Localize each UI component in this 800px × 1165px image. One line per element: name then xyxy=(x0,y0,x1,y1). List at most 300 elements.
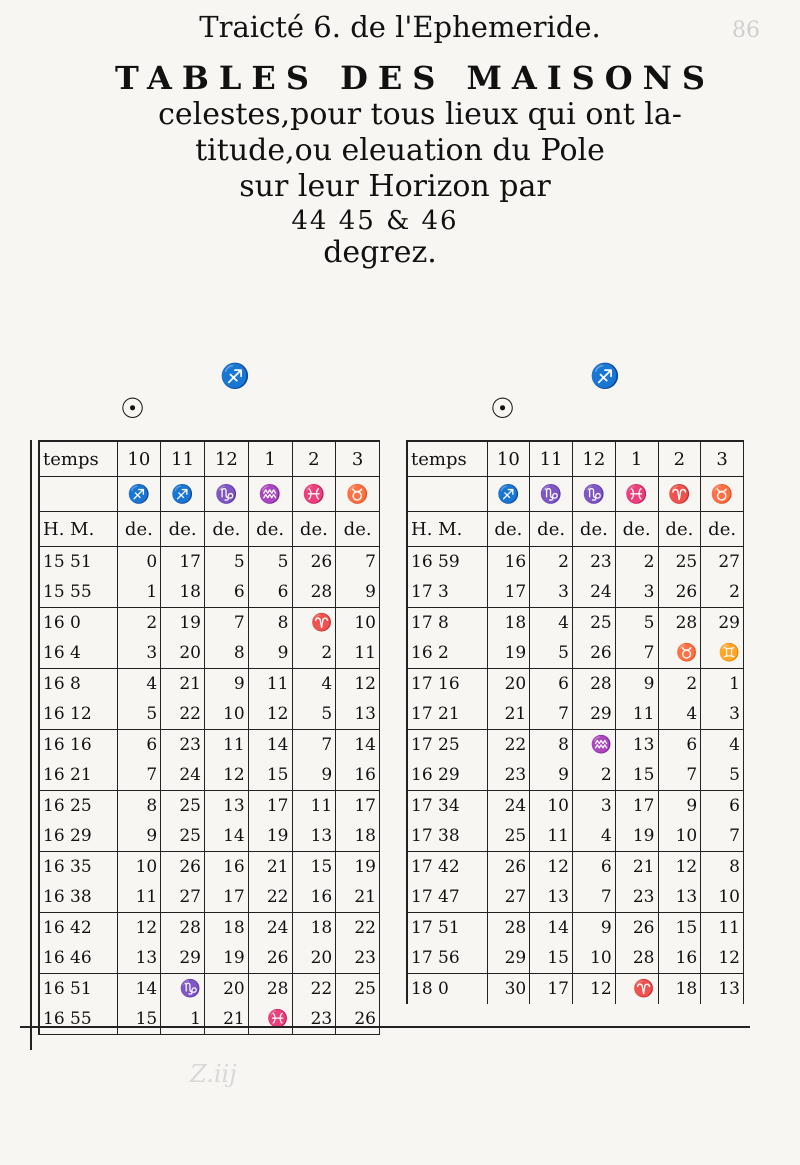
header-cell: de. xyxy=(292,512,336,547)
table-row xyxy=(39,943,380,974)
header-cell: temps xyxy=(39,441,117,477)
header-cell: 2 xyxy=(658,441,701,477)
degree-cell: 13 xyxy=(530,882,573,913)
degree-cell: 14 xyxy=(530,913,573,944)
degree-cell: 6 xyxy=(205,577,249,608)
degree-cell: 13 xyxy=(615,730,658,761)
degree-cell: 7 xyxy=(658,760,701,791)
degree-cell: 12 xyxy=(117,913,161,944)
degree-cell: 28 xyxy=(658,608,701,639)
header-cell: 11 xyxy=(161,441,205,477)
degree-cell: 4 xyxy=(530,608,573,639)
degree-cell: 12 xyxy=(205,760,249,791)
time-cell: 17 16 xyxy=(407,669,487,700)
degree-cell: 22 xyxy=(487,730,530,761)
degree-cell: 21 xyxy=(487,699,530,730)
degree-cell: 16 xyxy=(658,943,701,974)
degree-cell: 17 xyxy=(161,547,205,578)
table-row xyxy=(39,913,380,944)
header-cell: de. xyxy=(701,512,744,547)
time-cell: 17 42 xyxy=(407,852,487,883)
degree-cell: 9 xyxy=(292,760,336,791)
degree-cell: 4 xyxy=(292,669,336,700)
degree-cell: 9 xyxy=(248,638,292,669)
page-title: TABLES DES MAISONS xyxy=(114,59,716,97)
header-cell: 1 xyxy=(615,441,658,477)
header-cell: ♉ xyxy=(701,477,744,512)
table-row xyxy=(407,699,744,730)
degree-cell: 10 xyxy=(117,852,161,883)
degree-cell: 9 xyxy=(530,760,573,791)
degree-cell: 10 xyxy=(573,943,616,974)
header-cell: ♉ xyxy=(336,477,380,512)
degree-cell: 7 xyxy=(205,608,249,639)
running-head: Traicté 6. de l'Ephemeride. xyxy=(199,10,601,44)
degree-cell: 9 xyxy=(615,669,658,700)
header-cell: ♑ xyxy=(573,477,616,512)
header-cell: de. xyxy=(658,512,701,547)
sun-icon: ☉ xyxy=(120,392,146,425)
degree-cell: 19 xyxy=(615,821,658,852)
degree-cell: 19 xyxy=(248,821,292,852)
degree-cell: 10 xyxy=(658,821,701,852)
degree-cell: ♓ xyxy=(248,1004,292,1035)
houses-table-left xyxy=(38,440,380,1035)
degree-cell: 26 xyxy=(658,577,701,608)
degree-cell: 5 xyxy=(292,699,336,730)
sagittarius-icon: ♐ xyxy=(220,362,250,390)
table-row xyxy=(39,608,380,639)
degree-cell: 2 xyxy=(573,760,616,791)
degree-cell: 13 xyxy=(658,882,701,913)
bottom-rule xyxy=(20,1026,750,1028)
degree-cell: 11 xyxy=(336,638,380,669)
degree-cell: 18 xyxy=(658,974,701,1005)
title-line-3: sur leur Horizon par xyxy=(239,169,551,204)
degree-cell: 16 xyxy=(205,852,249,883)
degree-cell: 18 xyxy=(205,913,249,944)
table-row xyxy=(407,791,744,822)
degree-cell: 14 xyxy=(336,730,380,761)
header-cell xyxy=(407,477,487,512)
time-cell: 17 21 xyxy=(407,699,487,730)
degree-cell: 29 xyxy=(161,943,205,974)
degree-cell: 14 xyxy=(205,821,249,852)
degree-cell: 1 xyxy=(161,1004,205,1035)
degree-cell: 9 xyxy=(117,821,161,852)
degree-cell: 22 xyxy=(292,974,336,1005)
table-header-row xyxy=(407,441,744,477)
degree-cell: 5 xyxy=(615,608,658,639)
header-cell: H. M. xyxy=(407,512,487,547)
header-cell: de. xyxy=(573,512,616,547)
left-table-marks xyxy=(40,362,400,425)
degree-cell: 17 xyxy=(205,882,249,913)
degree-cell: 13 xyxy=(205,791,249,822)
signature-mark: Z.iij xyxy=(190,1060,237,1088)
degree-cell: 10 xyxy=(205,699,249,730)
header-cell: ♑ xyxy=(205,477,249,512)
degree-cell: 17 xyxy=(336,791,380,822)
header-cell: ♓ xyxy=(615,477,658,512)
title-line-1: celestes,pour tous lieux qui ont la- xyxy=(158,97,682,132)
table-header-row xyxy=(39,477,380,512)
degree-cell: 5 xyxy=(205,547,249,578)
degree-cell: 16 xyxy=(292,882,336,913)
header-cell: de. xyxy=(248,512,292,547)
header-cell: 12 xyxy=(573,441,616,477)
degree-cell: 24 xyxy=(573,577,616,608)
degree-cell: 8 xyxy=(117,791,161,822)
table-row xyxy=(407,974,744,1005)
degree-cell: 2 xyxy=(292,638,336,669)
time-cell: 17 56 xyxy=(407,943,487,974)
degree-cell: 7 xyxy=(336,547,380,578)
time-cell: 16 55 xyxy=(39,1004,117,1035)
degree-cell: 26 xyxy=(487,852,530,883)
degree-cell: 21 xyxy=(336,882,380,913)
degree-cell: 6 xyxy=(248,577,292,608)
table-row xyxy=(407,943,744,974)
degree-cell: 19 xyxy=(336,852,380,883)
degree-cell: 11 xyxy=(615,699,658,730)
degree-cell: ♊ xyxy=(701,638,744,669)
degree-cell: 20 xyxy=(161,638,205,669)
degree-cell: 5 xyxy=(701,760,744,791)
degree-cell: 20 xyxy=(292,943,336,974)
degree-cell: 12 xyxy=(530,852,573,883)
table-row xyxy=(407,547,744,578)
time-cell: 16 38 xyxy=(39,882,117,913)
houses-table-right xyxy=(406,440,744,1004)
table-header-row xyxy=(407,477,744,512)
time-cell: 16 12 xyxy=(39,699,117,730)
degree-cell: 7 xyxy=(117,760,161,791)
table-row xyxy=(39,791,380,822)
time-cell: 16 16 xyxy=(39,730,117,761)
degree-cell: 7 xyxy=(701,821,744,852)
degree-cell: 9 xyxy=(573,913,616,944)
table-row xyxy=(39,760,380,791)
left-margin-rule xyxy=(30,440,32,1050)
header-cell: 10 xyxy=(117,441,161,477)
degree-cell: 21 xyxy=(205,1004,249,1035)
table-row xyxy=(407,852,744,883)
degree-cell: 24 xyxy=(487,791,530,822)
degree-cell: 25 xyxy=(336,974,380,1005)
degree-cell: 14 xyxy=(248,730,292,761)
degree-cell: 7 xyxy=(615,638,658,669)
degree-cell: 15 xyxy=(248,760,292,791)
degree-cell: 13 xyxy=(701,974,744,1005)
degree-cell: 23 xyxy=(615,882,658,913)
degree-cell: 6 xyxy=(701,791,744,822)
degree-cell: 28 xyxy=(615,943,658,974)
degree-cell: 17 xyxy=(248,791,292,822)
time-cell: 16 21 xyxy=(39,760,117,791)
degree-cell: ♉ xyxy=(658,638,701,669)
table-row xyxy=(39,699,380,730)
degree-cell: 28 xyxy=(161,913,205,944)
degree-cell: 11 xyxy=(701,913,744,944)
header-cell: de. xyxy=(530,512,573,547)
degree-cell: 2 xyxy=(615,547,658,578)
degree-cell: 10 xyxy=(336,608,380,639)
degree-cell: 23 xyxy=(292,1004,336,1035)
table-row xyxy=(39,852,380,883)
table-header-row xyxy=(39,512,380,547)
time-cell: 17 38 xyxy=(407,821,487,852)
degree-cell: 25 xyxy=(573,608,616,639)
header-cell: 2 xyxy=(292,441,336,477)
degree-cell: 10 xyxy=(701,882,744,913)
title-line-5: degrez. xyxy=(323,235,437,270)
degree-cell: 26 xyxy=(248,943,292,974)
degree-cell: 29 xyxy=(573,699,616,730)
degree-cell: 28 xyxy=(573,669,616,700)
degree-cell: 30 xyxy=(487,974,530,1005)
degree-cell: 6 xyxy=(658,730,701,761)
degree-cell: 9 xyxy=(658,791,701,822)
table-row xyxy=(407,577,744,608)
degree-cell: 21 xyxy=(248,852,292,883)
degree-cell: 12 xyxy=(701,943,744,974)
degree-cell: 17 xyxy=(615,791,658,822)
table-row xyxy=(407,638,744,669)
degree-cell: 5 xyxy=(530,638,573,669)
degree-cell: 22 xyxy=(248,882,292,913)
degree-cell: 12 xyxy=(573,974,616,1005)
time-cell: 16 46 xyxy=(39,943,117,974)
degree-cell: 14 xyxy=(117,974,161,1005)
time-cell: 15 55 xyxy=(39,577,117,608)
time-cell: 17 25 xyxy=(407,730,487,761)
table-row xyxy=(39,669,380,700)
degree-cell: 7 xyxy=(292,730,336,761)
degree-cell: 24 xyxy=(248,913,292,944)
degree-cell: 23 xyxy=(161,730,205,761)
sun-icon: ☉ xyxy=(490,392,516,425)
degree-cell: 3 xyxy=(615,577,658,608)
header-cell: 3 xyxy=(701,441,744,477)
degree-cell: 19 xyxy=(205,943,249,974)
degree-cell: 29 xyxy=(487,943,530,974)
degree-cell: 8 xyxy=(205,638,249,669)
degree-cell: 15 xyxy=(615,760,658,791)
degree-cell: 21 xyxy=(615,852,658,883)
header-cell: de. xyxy=(336,512,380,547)
degree-cell: 23 xyxy=(487,760,530,791)
degree-cell: 18 xyxy=(487,608,530,639)
degree-cell: 28 xyxy=(248,974,292,1005)
degree-cell: 12 xyxy=(336,669,380,700)
table-row xyxy=(407,608,744,639)
degree-cell: 12 xyxy=(248,699,292,730)
time-cell: 17 8 xyxy=(407,608,487,639)
table-row xyxy=(407,730,744,761)
degree-cell: 27 xyxy=(701,547,744,578)
time-cell: 15 51 xyxy=(39,547,117,578)
header-cell: de. xyxy=(117,512,161,547)
header-cell: 11 xyxy=(530,441,573,477)
degree-cell: 20 xyxy=(487,669,530,700)
header-cell: temps xyxy=(407,441,487,477)
degree-cell: 7 xyxy=(573,882,616,913)
table-row xyxy=(407,669,744,700)
degree-cell: 4 xyxy=(117,669,161,700)
time-cell: 16 0 xyxy=(39,608,117,639)
header-cell: ♑ xyxy=(530,477,573,512)
time-cell: 17 47 xyxy=(407,882,487,913)
table-row xyxy=(39,974,380,1005)
time-cell: 16 29 xyxy=(39,821,117,852)
degree-cell: 25 xyxy=(487,821,530,852)
degree-cell: 8 xyxy=(248,608,292,639)
degree-cell: 22 xyxy=(161,699,205,730)
degree-cell: 5 xyxy=(117,699,161,730)
table-row xyxy=(39,882,380,913)
degree-cell: 16 xyxy=(487,547,530,578)
table-header-row xyxy=(39,441,380,477)
degree-cell: 9 xyxy=(205,669,249,700)
degree-cell: 15 xyxy=(530,943,573,974)
degree-cell: 15 xyxy=(117,1004,161,1035)
header-cell xyxy=(39,477,117,512)
sagittarius-icon: ♐ xyxy=(590,362,620,390)
page-number: 86 xyxy=(732,18,760,43)
degree-cell: 26 xyxy=(336,1004,380,1035)
degree-cell: 16 xyxy=(336,760,380,791)
degree-cell: ♈ xyxy=(615,974,658,1005)
degree-cell: ♑ xyxy=(161,974,205,1005)
degree-cell: 19 xyxy=(487,638,530,669)
degree-cell: 9 xyxy=(336,577,380,608)
degree-cell: 1 xyxy=(701,669,744,700)
time-cell: 17 51 xyxy=(407,913,487,944)
time-cell: 16 25 xyxy=(39,791,117,822)
header-cell: 10 xyxy=(487,441,530,477)
table-row xyxy=(39,547,380,578)
degree-cell: 10 xyxy=(530,791,573,822)
degree-cell: ♈ xyxy=(292,608,336,639)
degree-cell: 4 xyxy=(701,730,744,761)
time-cell: 16 8 xyxy=(39,669,117,700)
degree-cell: 3 xyxy=(530,577,573,608)
degree-cell: 2 xyxy=(530,547,573,578)
degree-cell: 19 xyxy=(161,608,205,639)
degree-cell: 15 xyxy=(658,913,701,944)
table-row xyxy=(407,882,744,913)
degree-cell: 23 xyxy=(573,547,616,578)
degree-cell: 13 xyxy=(336,699,380,730)
degree-cell: 24 xyxy=(161,760,205,791)
header-cell: ♈ xyxy=(658,477,701,512)
degree-cell: 2 xyxy=(658,669,701,700)
degree-cell: 2 xyxy=(117,608,161,639)
header-cell: H. M. xyxy=(39,512,117,547)
table-row xyxy=(39,1004,380,1035)
time-cell: 17 3 xyxy=(407,577,487,608)
degree-cell: 23 xyxy=(336,943,380,974)
degree-cell: 5 xyxy=(248,547,292,578)
degree-cell: 26 xyxy=(161,852,205,883)
degree-cell: 28 xyxy=(292,577,336,608)
header-cell: 12 xyxy=(205,441,249,477)
degree-cell: 18 xyxy=(336,821,380,852)
degree-cell: 0 xyxy=(117,547,161,578)
degree-cell: 29 xyxy=(701,608,744,639)
degree-cell: 6 xyxy=(530,669,573,700)
header-cell: de. xyxy=(615,512,658,547)
time-cell: 16 59 xyxy=(407,547,487,578)
table-row xyxy=(39,821,380,852)
header-cell: ♓ xyxy=(292,477,336,512)
degree-cell: 13 xyxy=(117,943,161,974)
degree-cell: 6 xyxy=(573,852,616,883)
degree-cell: 8 xyxy=(530,730,573,761)
time-cell: 16 2 xyxy=(407,638,487,669)
degree-cell: 15 xyxy=(292,852,336,883)
degree-cell: 18 xyxy=(161,577,205,608)
degree-cell: 13 xyxy=(292,821,336,852)
degree-cell: 11 xyxy=(205,730,249,761)
degree-cell: 4 xyxy=(658,699,701,730)
time-cell: 16 51 xyxy=(39,974,117,1005)
time-cell: 17 34 xyxy=(407,791,487,822)
header-cell: de. xyxy=(161,512,205,547)
degree-cell: 25 xyxy=(658,547,701,578)
header-cell: 1 xyxy=(248,441,292,477)
degree-cell: 3 xyxy=(117,638,161,669)
header-cell: de. xyxy=(487,512,530,547)
degree-cell: 18 xyxy=(292,913,336,944)
table-row xyxy=(39,577,380,608)
table-header-row xyxy=(407,512,744,547)
table-row xyxy=(39,638,380,669)
table-row xyxy=(407,821,744,852)
degree-cell: 3 xyxy=(701,699,744,730)
header-cell: ♐ xyxy=(117,477,161,512)
degree-cell: 11 xyxy=(292,791,336,822)
degree-cell: 11 xyxy=(248,669,292,700)
degree-cell: 25 xyxy=(161,791,205,822)
header-cell: 3 xyxy=(336,441,380,477)
header-cell: ♐ xyxy=(161,477,205,512)
table-row xyxy=(39,730,380,761)
degree-cell: 27 xyxy=(487,882,530,913)
degree-cell: 22 xyxy=(336,913,380,944)
degree-cell: 1 xyxy=(117,577,161,608)
degree-cell: 17 xyxy=(530,974,573,1005)
table-row xyxy=(407,760,744,791)
header-cell: de. xyxy=(205,512,249,547)
time-cell: 16 35 xyxy=(39,852,117,883)
time-cell: 16 42 xyxy=(39,913,117,944)
degree-cell: 6 xyxy=(117,730,161,761)
right-table-marks xyxy=(410,362,770,425)
degree-cell: 27 xyxy=(161,882,205,913)
degree-cell: 25 xyxy=(161,821,205,852)
degree-cell: 8 xyxy=(701,852,744,883)
title-line-4: 44 45 & 46 xyxy=(291,206,459,236)
degree-cell: 26 xyxy=(615,913,658,944)
degree-cell: 2 xyxy=(701,577,744,608)
degree-cell: 7 xyxy=(530,699,573,730)
degree-cell: 17 xyxy=(487,577,530,608)
table-row xyxy=(407,913,744,944)
title-line-2: titude,ou eleuation du Pole xyxy=(195,133,605,168)
degree-cell: 26 xyxy=(292,547,336,578)
